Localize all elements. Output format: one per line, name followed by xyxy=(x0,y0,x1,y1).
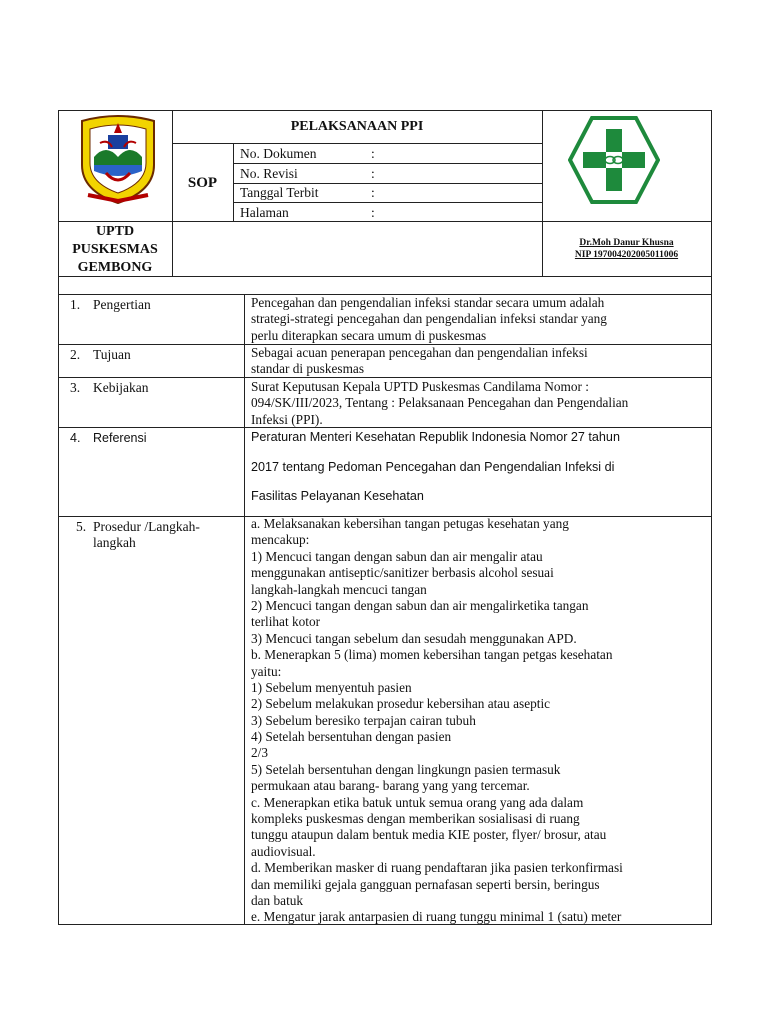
section-5-label-line-2: langkah xyxy=(93,535,136,550)
section-2-number: 2. xyxy=(70,347,81,362)
document-title: PELAKSANAAN PPI xyxy=(290,119,424,134)
section-3-content xyxy=(251,379,628,428)
text-line: 094/SK/III/2023, Tentang : Pelaksanaan Pencegahan dan Pengendalian xyxy=(251,395,629,411)
section-2-label: Tujuan xyxy=(93,347,131,362)
text-line: dan memiliki gejala gangguan pernafasan seperti bersin, beringus xyxy=(251,876,600,892)
text-line: menggunakan antiseptic/sanitizer berbasis alcohol sesuai xyxy=(251,565,554,581)
text-line: mencakup: xyxy=(251,532,310,548)
section-3-label: Kebijakan xyxy=(93,380,149,395)
text-line: 2017 tentang Pedoman Pencegahan dan Pengendalian Infeksi di xyxy=(251,459,615,474)
regency-emblem-logo xyxy=(78,113,158,205)
text-line: 4) Setelah bersentuhan dengan pasien xyxy=(251,729,452,745)
field-page-sep: : xyxy=(371,205,375,220)
section-1-number: 1. xyxy=(70,297,81,312)
org-name-line-3: GEMBONG xyxy=(77,260,153,275)
text-line: c. Menerapkan etika batuk untuk semua orang yang ada dalam xyxy=(251,794,584,810)
section-5-content xyxy=(251,516,623,926)
section-4-label: Referensi xyxy=(93,431,147,445)
field-revision-label: No. Revisi xyxy=(240,166,298,181)
text-line: permukaan atau barang- barang yang yang tercemar. xyxy=(251,778,530,794)
field-document-number-label: No. Dokumen xyxy=(240,146,317,161)
text-line: 3) Mencuci tangan sebelum dan sesudah menggunakan APD. xyxy=(251,630,577,646)
section-5-number: 5. xyxy=(76,519,87,534)
text-line: dan batuk xyxy=(251,892,304,908)
text-line: 3) Sebelum beresiko terpajan cairan tubuh xyxy=(251,712,476,728)
text-line: a. Melaksanakan kebersihan tangan petugas kesehatan yang xyxy=(251,516,569,531)
field-page-label: Halaman xyxy=(240,205,289,220)
section-2-content xyxy=(251,345,588,378)
section-5-label-line-1: Prosedur /Langkah- xyxy=(93,519,200,534)
text-line: Infeksi (PPI). xyxy=(251,411,323,427)
text-line: 1) Sebelum menyentuh pasien xyxy=(251,679,412,695)
text-line: langkah-langkah mencuci tangan xyxy=(251,581,427,597)
text-line: b. Menerapkan 5 (lima) momen kebersihan tangan petgas kesehatan xyxy=(251,647,613,663)
section-4-number: 4. xyxy=(70,431,81,445)
text-line: Surat Keputusan Kepala UPTD Puskesmas Candilama Nomor : xyxy=(251,379,589,394)
text-line: 5) Setelah bersentuhan dengan lingkungn pasien termasuk xyxy=(251,761,561,777)
signer-name: Dr.Moh Danur Khusna xyxy=(579,238,674,248)
org-name-line-2: PUSKESMAS xyxy=(72,242,158,257)
text-line: strategi-strategi pencegahan dan pengendalian infeksi standar yang xyxy=(251,311,607,327)
page-marker: 2/3 xyxy=(251,745,268,761)
field-document-number-sep: : xyxy=(371,146,375,161)
text-line: yaitu: xyxy=(251,663,282,679)
section-4-content xyxy=(251,429,620,518)
field-revision-sep: : xyxy=(371,166,375,181)
signer-nip: NIP 197004202005011006 xyxy=(574,250,679,260)
text-line: e. Mengatur jarak antarpasien di ruang tunggu minimal 1 (satu) meter xyxy=(251,909,622,925)
org-name-line-1: UPTD xyxy=(95,224,135,239)
text-line: perlu diterapkan secara umum di puskesmas xyxy=(251,327,487,343)
text-line: Pencegahan dan pengendalian infeksi standar secara umum adalah xyxy=(251,295,605,310)
text-line: tunggu ataupun dalam bentuk media KIE poster, flyer/ brosur, atau xyxy=(251,827,607,843)
section-1-label: Pengertian xyxy=(93,297,151,312)
text-line: 2) Mencuci tangan dengan sabun dan air mengalirketika tangan xyxy=(251,597,589,613)
field-issue-date-label: Tanggal Terbit xyxy=(240,185,319,200)
text-line: Peraturan Menteri Kesehatan Republik Indonesia Nomor 27 tahun xyxy=(251,430,620,444)
puskesmas-logo xyxy=(568,115,660,205)
text-line: terlihat kotor xyxy=(251,614,321,630)
text-line: 2) Sebelum melakukan prosedur kebersihan atau aseptic xyxy=(251,696,551,712)
sop-label: SOP xyxy=(187,175,218,191)
text-line: audiovisual. xyxy=(251,843,316,859)
field-issue-date-sep: : xyxy=(371,185,375,200)
text-line: 1) Mencuci tangan dengan sabun dan air mengalir atau xyxy=(251,548,543,564)
text-line: standar di puskesmas xyxy=(251,361,365,377)
text-line: kompleks puskesmas dengan memberikan sosialisasi di ruang xyxy=(251,811,580,827)
text-line: Sebagai acuan penerapan pencegahan dan pengendalian infeksi xyxy=(251,345,588,360)
text-line: d. Memberikan masker di ruang pendaftaran jika pasien terkonfirmasi xyxy=(251,860,623,876)
text-line: Fasilitas Pelayanan Kesehatan xyxy=(251,489,424,503)
section-3-number: 3. xyxy=(70,380,81,395)
section-1-content xyxy=(251,295,607,344)
